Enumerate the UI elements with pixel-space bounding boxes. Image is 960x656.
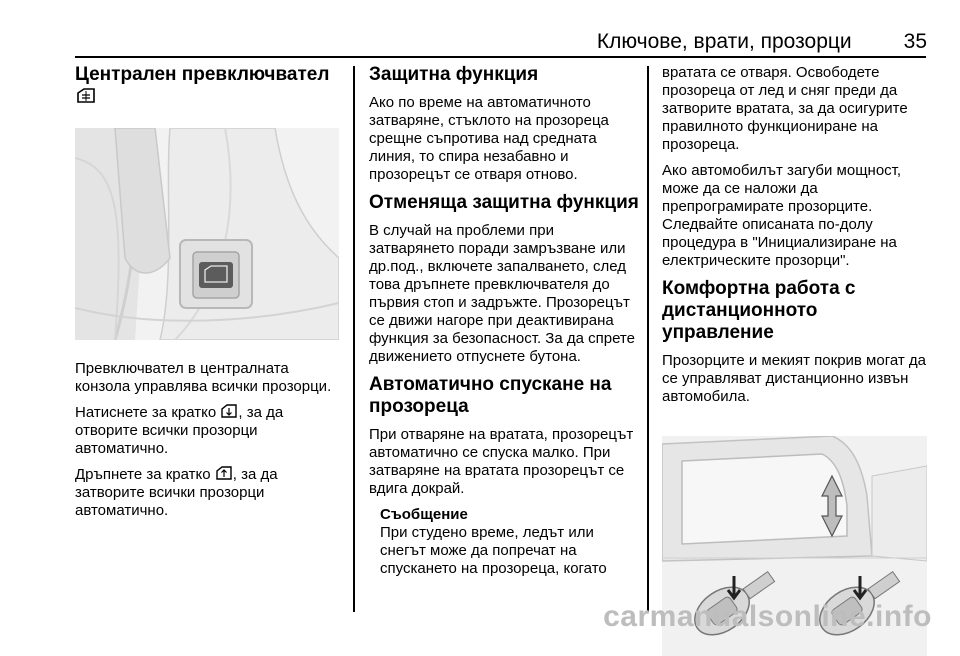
override-text: В случай на проблеми при затварянето поради замръзване или др.под., включете запалването, след това дръпнете превключвателя до първия стоп и задръжте. Прозорецът се движи нагоре при деактивирана функция за безопасност. За да спрете движението отпуснете бутона. — [369, 222, 635, 365]
running-header — [597, 30, 927, 54]
watermark: carmanualsonline.info — [603, 600, 932, 633]
note-text: При студено време, ледът или снегът може да попречат на спускането на прозореца, когато — [380, 524, 607, 577]
power-loss-text: Ако автомобилът загуби мощност, може да се наложи да препрограмирате прозорците. Следвайте описаната по-долу процедура в "Инициализиране на електрическите прозорци". — [662, 162, 902, 269]
press-text-before: Натиснете за кратко — [75, 404, 221, 421]
comfort-text: Прозорците и мекият покрив могат да се управляват дистанционно извън автомобила. — [662, 352, 927, 405]
window-close-icon — [216, 466, 232, 480]
console-switch-illustration — [75, 128, 339, 340]
note-title: Съобщение — [380, 506, 468, 523]
column-2 — [369, 64, 642, 578]
header-rule — [75, 56, 926, 58]
protection-text: Ако по време на автоматичното затваряне, стъклото на прозореца срещне съпротива над средната линия, то спира незабавно и прозорецът се отваря отново. — [369, 94, 609, 183]
comfort-heading: Комфортна работа с дистанционното управление — [662, 278, 856, 343]
central-switch-heading — [75, 64, 340, 108]
heading-text: Централен превключвател — [75, 64, 330, 85]
pull-instruction — [75, 466, 340, 520]
override-heading: Отменяща защитна функция — [369, 192, 639, 213]
console-drawing — [75, 128, 339, 340]
page-number: 35 — [903, 30, 927, 53]
protection-heading: Защитна функция — [369, 64, 539, 85]
window-open-icon — [221, 404, 237, 418]
auto-lowering-heading: Автоматично спускане на прозореца — [369, 374, 612, 417]
pull-text-before: Дръпнете за кратко — [75, 466, 215, 483]
note-continuation: вратата се отваря. Освободете прозореца от лед и сняг преди да затворите вратата, за да осигурите правилното функциониране на прозореца. — [662, 64, 908, 153]
chapter-title: Ключове, врати, прозорци — [596, 30, 852, 53]
column-3 — [662, 64, 930, 656]
pull-text-after: , за да затворите всички прозорци автоматично. — [75, 466, 278, 519]
window-switch-icon — [76, 87, 96, 104]
column-divider — [647, 66, 649, 612]
press-text-after: , за да отворите всички прозорци автоматично. — [75, 404, 284, 457]
press-instruction — [75, 404, 340, 458]
column-1 — [75, 64, 340, 528]
auto-lowering-text: При отваряне на вратата, прозорецът автоматично се спуска малко. При затваряне на вратата прозорецът се вдига докрай. — [369, 426, 634, 497]
caption-text: Превключвател в централната конзола управлява всички прозорци. — [75, 360, 332, 395]
note-box — [369, 506, 642, 578]
column-divider — [353, 66, 355, 612]
